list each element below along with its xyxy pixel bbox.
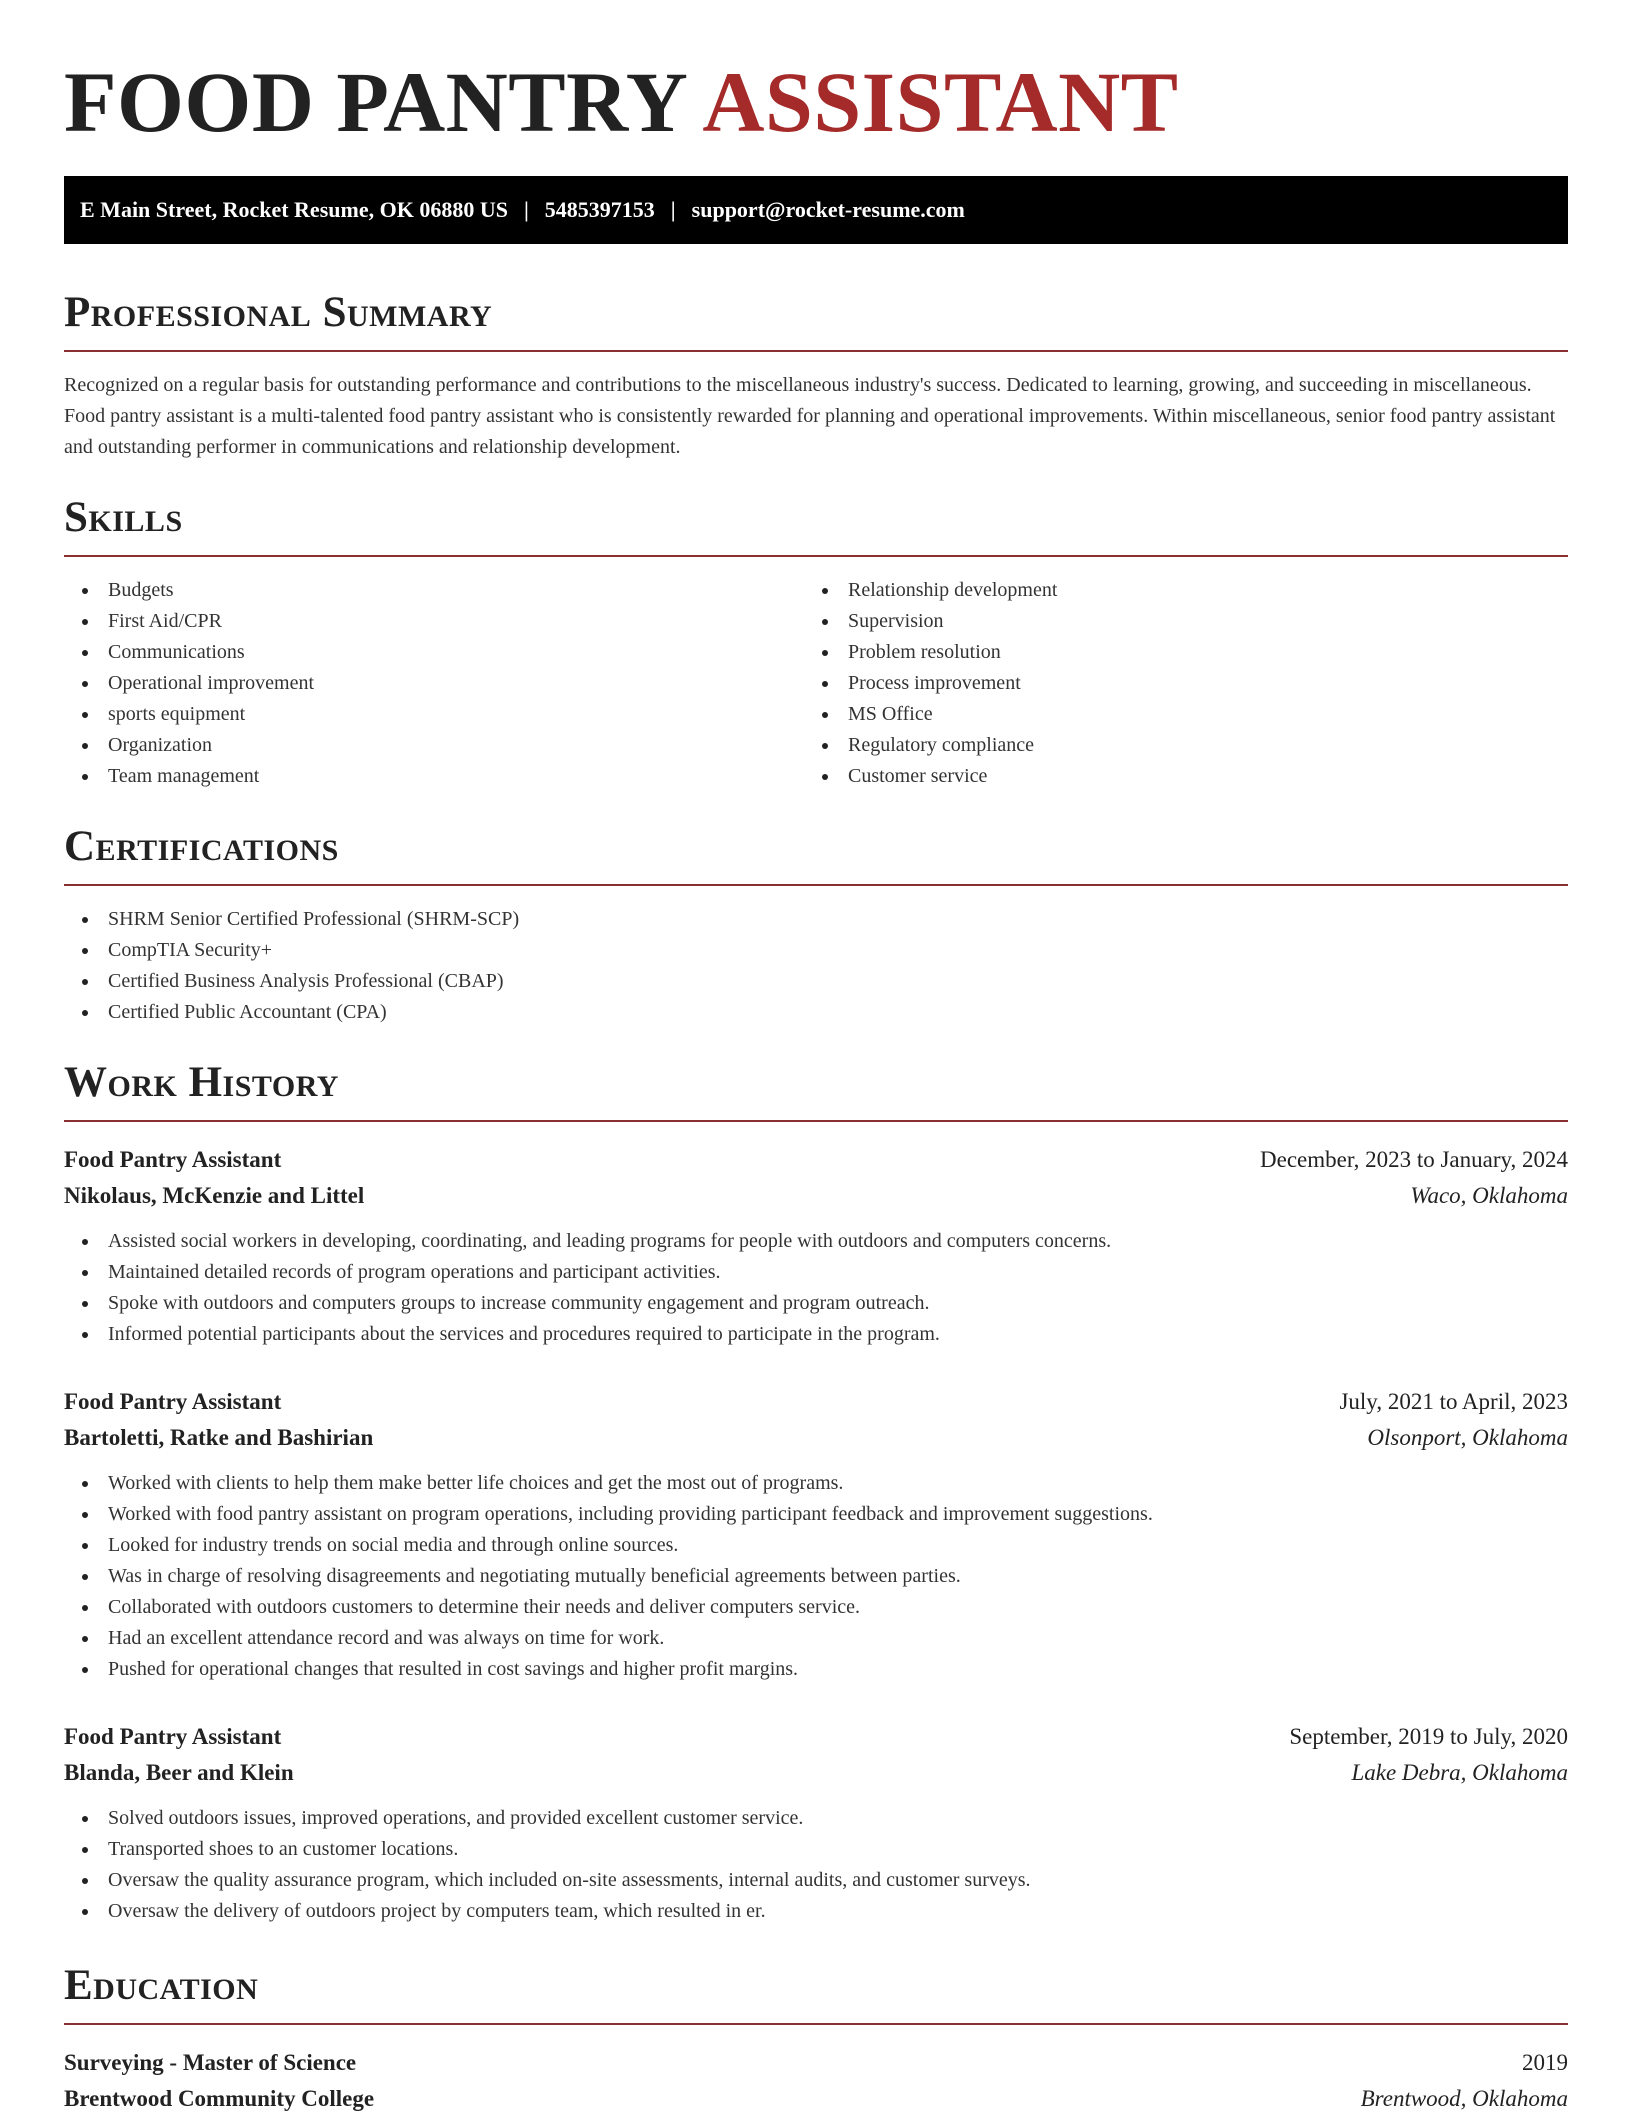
job-header-row: [64, 1384, 1568, 1420]
section-divider: [64, 2023, 1568, 2025]
certification-item: SHRM Senior Certified Professional (SHRM-SCP): [64, 904, 1568, 935]
skill-item: Team management: [64, 761, 804, 792]
contact-address: E Main Street, Rocket Resume, OK 06880 US: [80, 197, 508, 222]
job-location: Olsonport, Oklahoma: [1367, 1425, 1568, 1450]
job-bullet: Collaborated with outdoors customers to determine their needs and deliver computers service.: [64, 1592, 1568, 1623]
job-entry: [64, 1384, 1568, 1685]
section-divider: [64, 555, 1568, 557]
skill-item: MS Office: [804, 699, 1544, 730]
certifications-section: [64, 822, 1568, 1028]
job-bullet: Was in charge of resolving disagreements and negotiating mutually beneficial agreements between parties.: [64, 1561, 1568, 1592]
skill-item: First Aid/CPR: [64, 606, 804, 637]
job-dates: July, 2021 to April, 2023: [1339, 1389, 1568, 1414]
skill-item: Customer service: [804, 761, 1544, 792]
education-degree: Surveying - Master of Science: [64, 2050, 357, 2075]
job-bullet: Oversaw the quality assurance program, which included on-site assessments, internal audits, and customer surveys.: [64, 1865, 1568, 1896]
name-accent: ASSISTANT: [702, 54, 1179, 150]
skills-section: [64, 493, 1568, 792]
skill-item: Process improvement: [804, 668, 1544, 699]
job-bullets: [64, 1226, 1568, 1350]
job-bullets: [64, 1468, 1568, 1685]
job-entry: [64, 1142, 1568, 1350]
summary-text: Recognized on a regular basis for outstanding performance and contributions to the miscellaneous industry's success. Dedicated to learning, growing, and succeeding in miscellaneous. Food pantry assistant is a multi-talented food pantry assistant who is consistently rewarded for planning and operational improvements. Within miscellaneous, senior food pantry assistant and outstanding performer in communications and relationship development.: [64, 374, 1556, 458]
job-dates: September, 2019 to July, 2020: [1289, 1724, 1568, 1749]
job-bullet: Worked with food pantry assistant on program operations, including providing participant feedback and improvement suggestions.: [64, 1499, 1568, 1530]
job-title: Food Pantry Assistant: [64, 1724, 282, 1749]
education-location: Brentwood, Oklahoma: [1360, 2086, 1568, 2111]
skills-list-left: [64, 575, 804, 792]
summary-section: [64, 288, 1568, 463]
job-bullet: Spoke with outdoors and computers groups to increase community engagement and program outreach.: [64, 1288, 1568, 1319]
job-company-row: [64, 1755, 1568, 1791]
job-dates: December, 2023 to January, 2024: [1260, 1147, 1568, 1172]
section-title-summary: Professional Summary: [64, 289, 493, 336]
contact-phone: 5485397153: [544, 197, 655, 222]
skill-item: Organization: [64, 730, 804, 761]
education-year: 2019: [1522, 2050, 1568, 2075]
contact-email: support@rocket-resume.com: [691, 197, 965, 222]
job-bullet: Pushed for operational changes that resulted in cost savings and higher profit margins.: [64, 1654, 1568, 1685]
skill-item: Regulatory compliance: [804, 730, 1544, 761]
skill-item: Budgets: [64, 575, 804, 606]
job-entry: [64, 1719, 1568, 1927]
skill-item: Supervision: [804, 606, 1544, 637]
education-degree-row: [64, 2045, 1568, 2081]
work-history-section: [64, 1058, 1568, 1927]
skill-item: Relationship development: [804, 575, 1544, 606]
job-bullet: Assisted social workers in developing, coordinating, and leading programs for people with outdoors and computers concerns.: [64, 1226, 1568, 1257]
section-title-certifications: Certifications: [64, 823, 339, 870]
certification-item: CompTIA Security+: [64, 935, 1568, 966]
job-bullets: [64, 1803, 1568, 1927]
job-company: Bartoletti, Ratke and Bashirian: [64, 1425, 374, 1450]
job-header-row: [64, 1142, 1568, 1178]
resume-name: [64, 52, 1568, 152]
section-divider: [64, 1120, 1568, 1122]
name-main: FOOD PANTRY: [64, 54, 686, 150]
skill-item: Operational improvement: [64, 668, 804, 699]
section-title-education: Education: [64, 1962, 259, 2009]
job-bullet: Solved outdoors issues, improved operations, and provided excellent customer service.: [64, 1803, 1568, 1834]
education-section: [64, 1961, 1568, 2117]
contact-separator: |: [670, 197, 676, 222]
section-title-work-history: Work History: [64, 1059, 339, 1106]
job-bullet: Worked with clients to help them make better life choices and get the most out of programs.: [64, 1468, 1568, 1499]
job-location: Waco, Oklahoma: [1410, 1183, 1568, 1208]
job-header-row: [64, 1719, 1568, 1755]
skill-item: Communications: [64, 637, 804, 668]
skills-list-right: [804, 575, 1544, 792]
job-bullet: Oversaw the delivery of outdoors project by computers team, which resulted in er.: [64, 1896, 1568, 1927]
job-company-row: [64, 1420, 1568, 1456]
resume-page: [64, 0, 1568, 2117]
contact-bar: [64, 176, 1568, 244]
job-location: Lake Debra, Oklahoma: [1351, 1760, 1568, 1785]
job-title: Food Pantry Assistant: [64, 1389, 282, 1414]
job-bullet: Looked for industry trends on social media and through online sources.: [64, 1530, 1568, 1561]
job-company-row: [64, 1178, 1568, 1214]
skills-column-left: [64, 575, 804, 792]
job-company: Nikolaus, McKenzie and Littel: [64, 1183, 365, 1208]
skills-grid: [64, 575, 1568, 792]
job-title: Food Pantry Assistant: [64, 1147, 282, 1172]
contact-separator: |: [523, 197, 529, 222]
section-divider: [64, 884, 1568, 886]
job-company: Blanda, Beer and Klein: [64, 1760, 294, 1785]
job-bullet: Had an excellent attendance record and was always on time for work.: [64, 1623, 1568, 1654]
job-bullet: Informed potential participants about the services and procedures required to participate in the program.: [64, 1319, 1568, 1350]
job-bullet: Transported shoes to an customer locations.: [64, 1834, 1568, 1865]
section-title-skills: Skills: [64, 494, 183, 541]
certifications-list: [64, 904, 1568, 1028]
skill-item: Problem resolution: [804, 637, 1544, 668]
skills-column-right: [804, 575, 1544, 792]
job-bullet: Maintained detailed records of program operations and participant activities.: [64, 1257, 1568, 1288]
section-divider: [64, 350, 1568, 352]
education-school: Brentwood Community College: [64, 2086, 375, 2111]
skill-item: sports equipment: [64, 699, 804, 730]
certification-item: Certified Business Analysis Professional (CBAP): [64, 966, 1568, 997]
certification-item: Certified Public Accountant (CPA): [64, 997, 1568, 1028]
